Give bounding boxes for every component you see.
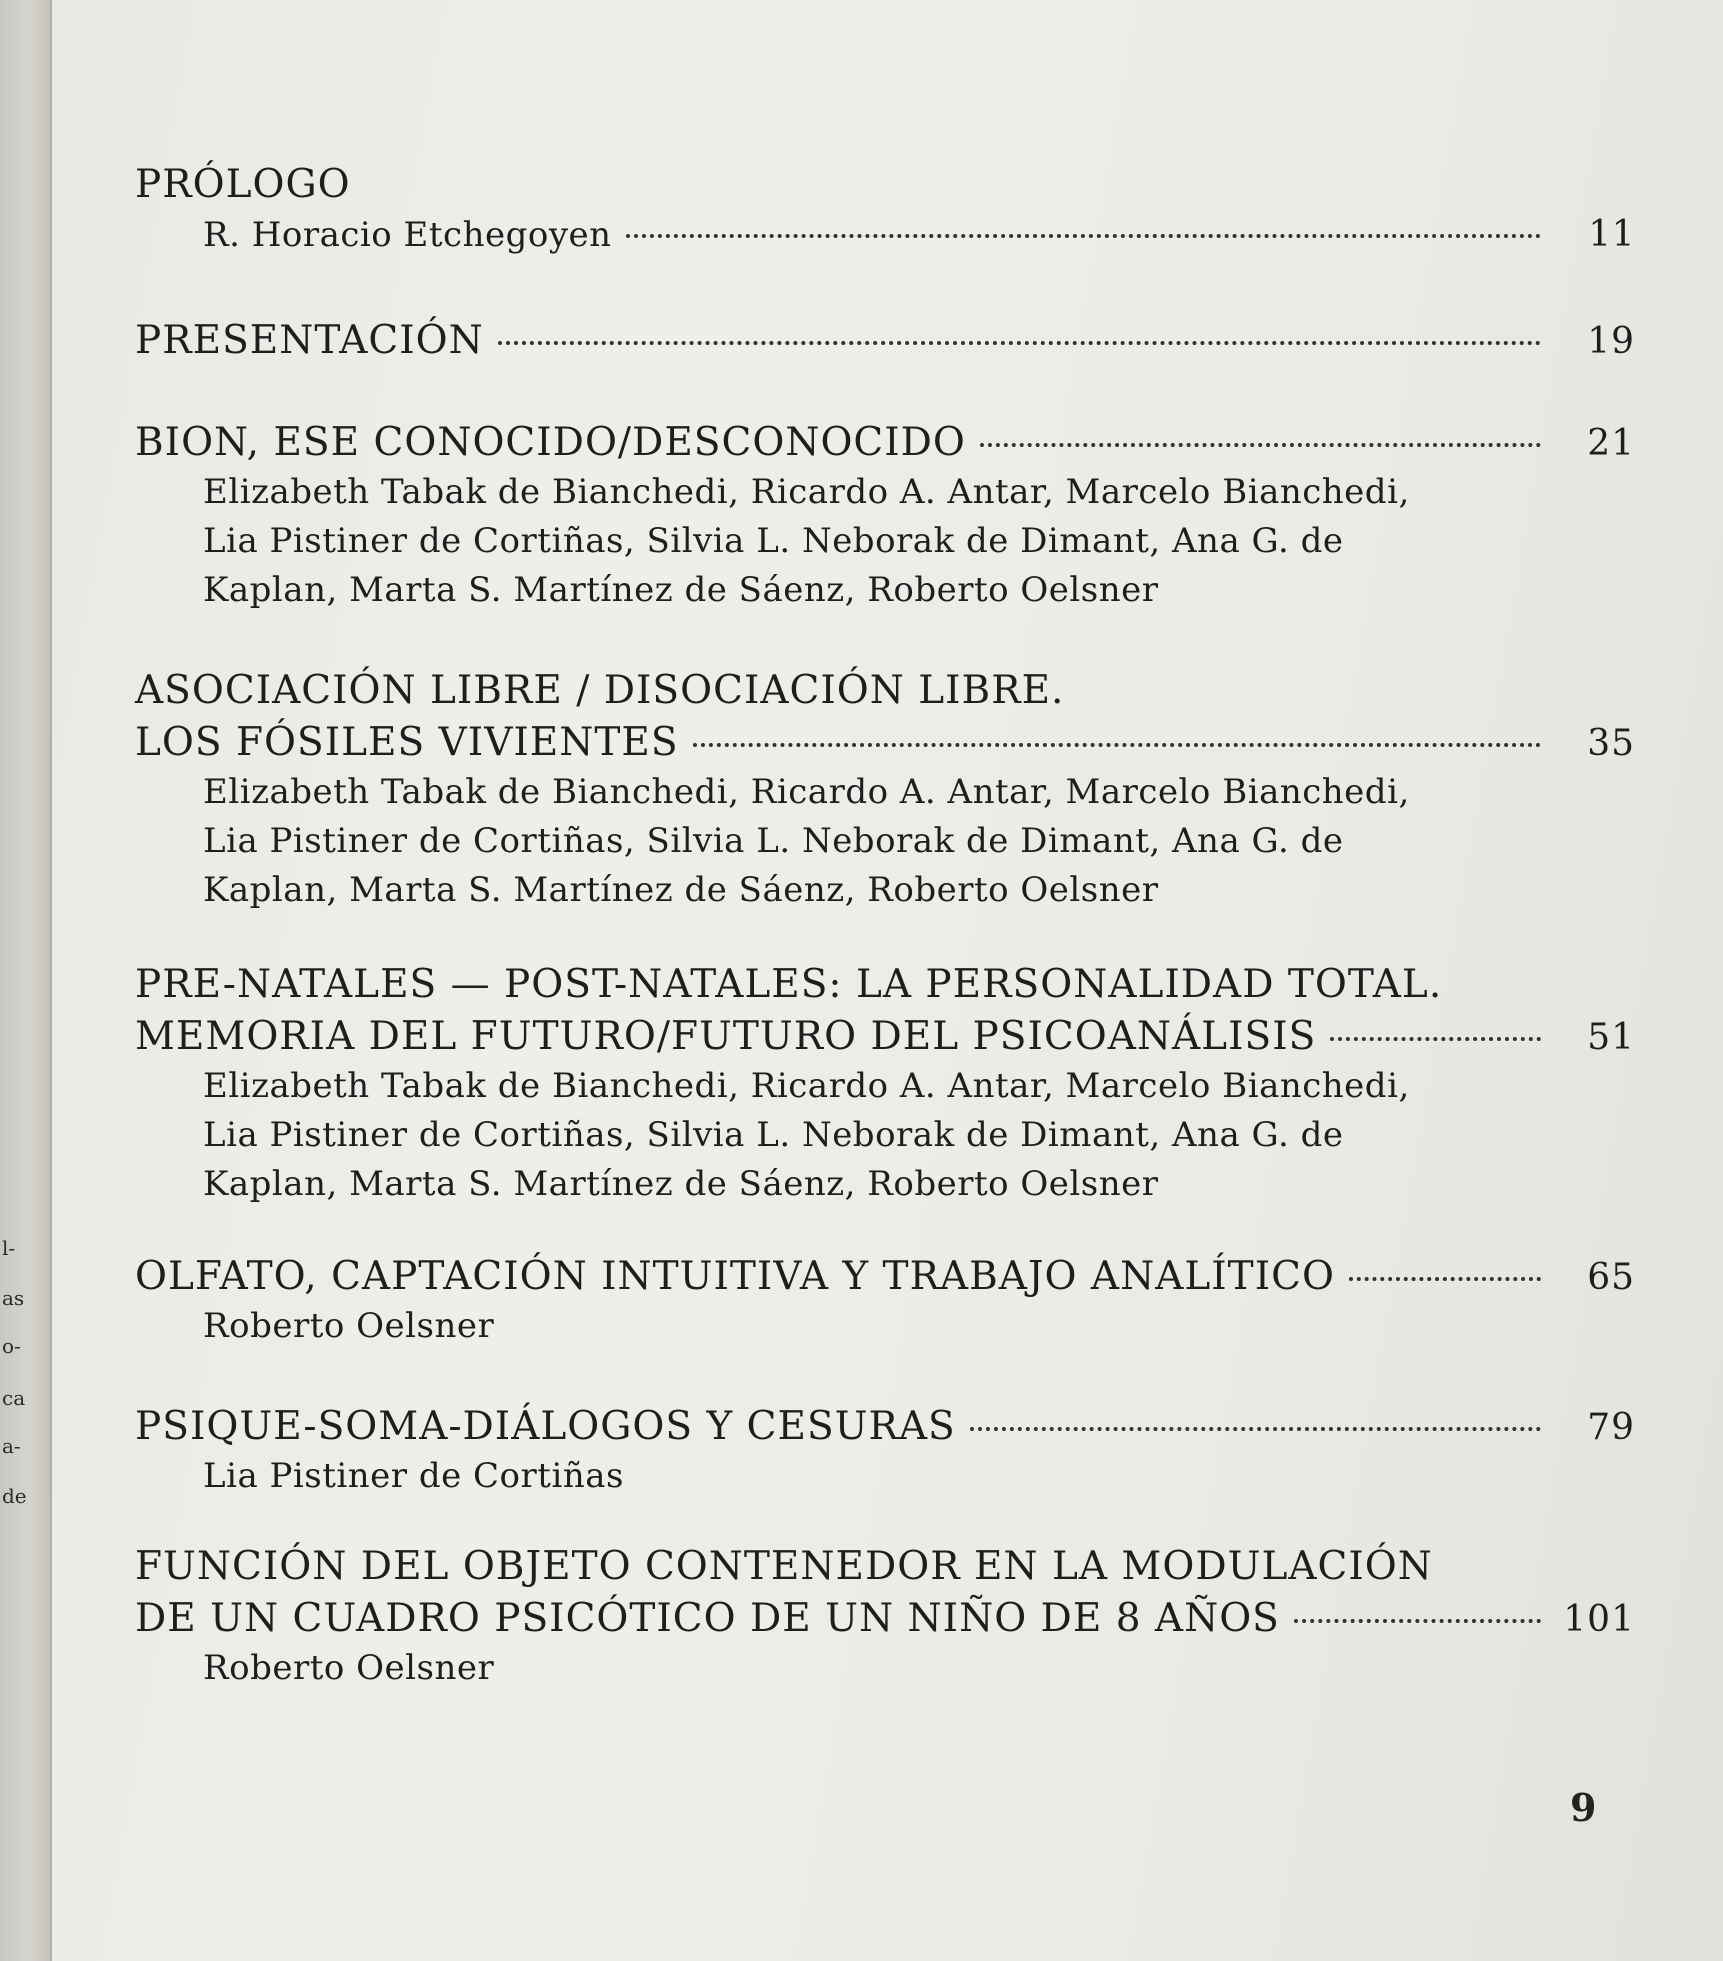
edge-text-fragment: ca bbox=[2, 1388, 26, 1408]
toc-entry-title: BION, ESE CONOCIDO/DESCONOCIDO bbox=[135, 420, 966, 465]
dot-leader bbox=[693, 743, 1541, 747]
toc-entry-title: PSIQUE-SOMA-DIÁLOGOS Y CESURAS bbox=[135, 1404, 956, 1449]
toc-entry-psique-soma bbox=[135, 1404, 1635, 1505]
toc-entry-prologo bbox=[135, 162, 1635, 274]
toc-entry-title: PRÓLOGO bbox=[135, 162, 351, 207]
toc-entry-title: MEMORIA DEL FUTURO/FUTURO DEL PSICOANÁLISIS bbox=[135, 1014, 1317, 1059]
edge-text-fragment: as bbox=[2, 1288, 25, 1308]
toc-entry-author: R. Horacio Etchegoyen bbox=[203, 215, 612, 255]
toc-entry-author: Lia Pistiner de Cortiñas, Silvia L. Neborak de Dimant, Ana G. de bbox=[203, 1115, 1344, 1155]
toc-page-number: 79 bbox=[1587, 1407, 1635, 1448]
dot-leader bbox=[498, 341, 1541, 345]
toc-entry-author: Elizabeth Tabak de Bianchedi, Ricardo A. Antar, Marcelo Bianchedi, bbox=[203, 472, 1410, 512]
dot-leader bbox=[970, 1427, 1541, 1431]
toc-entry-title: DE UN CUADRO PSICÓTICO DE UN NIÑO DE 8 AÑOS bbox=[135, 1596, 1280, 1641]
toc-entry-author: Lia Pistiner de Cortiñas, Silvia L. Neborak de Dimant, Ana G. de bbox=[203, 521, 1344, 561]
toc-entry-title: OLFATO, CAPTACIÓN INTUITIVA Y TRABAJO ANALÍTICO bbox=[135, 1254, 1335, 1299]
dot-leader bbox=[980, 443, 1541, 447]
toc-entry-title: FUNCIÓN DEL OBJETO CONTENEDOR EN LA MODULACIÓN bbox=[135, 1544, 1433, 1589]
toc-entry-author: Kaplan, Marta S. Martínez de Sáenz, Roberto Oelsner bbox=[203, 870, 1159, 910]
toc-page-number: 19 bbox=[1587, 321, 1635, 362]
toc-page-number: 65 bbox=[1587, 1257, 1635, 1298]
toc-entry-asociacion-libre bbox=[135, 668, 1635, 919]
toc-entry-presentacion bbox=[135, 318, 1635, 370]
dot-leader bbox=[626, 234, 1541, 238]
edge-text-fragment: a- bbox=[2, 1436, 21, 1456]
toc-entry-title: PRE-NATALES — POST-NATALES: LA PERSONALIDAD TOTAL. bbox=[135, 962, 1443, 1007]
dot-leader bbox=[1330, 1037, 1541, 1041]
toc-page-number: 51 bbox=[1587, 1017, 1635, 1058]
toc-entry-title: LOS FÓSILES VIVIENTES bbox=[135, 720, 679, 765]
toc-entry-olfato bbox=[135, 1254, 1635, 1355]
toc-entry-author: Lia Pistiner de Cortiñas, Silvia L. Neborak de Dimant, Ana G. de bbox=[203, 821, 1344, 861]
toc-entry-author: Elizabeth Tabak de Bianchedi, Ricardo A. Antar, Marcelo Bianchedi, bbox=[203, 772, 1410, 812]
toc-entry-author: Elizabeth Tabak de Bianchedi, Ricardo A. Antar, Marcelo Bianchedi, bbox=[203, 1066, 1410, 1106]
toc-entry-funcion-objeto bbox=[135, 1544, 1635, 1697]
toc-entry-author: Roberto Oelsner bbox=[203, 1306, 495, 1346]
toc-entry-author: Kaplan, Marta S. Martínez de Sáenz, Roberto Oelsner bbox=[203, 570, 1159, 610]
edge-text-fragment: o- bbox=[2, 1336, 21, 1356]
toc-entry-author: Kaplan, Marta S. Martínez de Sáenz, Roberto Oelsner bbox=[203, 1164, 1159, 1204]
table-of-contents bbox=[135, 0, 1635, 1961]
book-binding-edge bbox=[0, 0, 52, 1961]
toc-entry-title: PRESENTACIÓN bbox=[135, 318, 484, 363]
dot-leader bbox=[1349, 1277, 1541, 1281]
toc-page-number: 21 bbox=[1587, 423, 1635, 464]
toc-page-number: 11 bbox=[1588, 214, 1635, 255]
edge-text-fragment: l- bbox=[2, 1238, 16, 1258]
toc-entry-pre-natales bbox=[135, 962, 1635, 1213]
toc-entry-title: ASOCIACIÓN LIBRE / DISOCIACIÓN LIBRE. bbox=[135, 668, 1065, 713]
toc-entry-author: Roberto Oelsner bbox=[203, 1648, 495, 1688]
toc-entry-author: Lia Pistiner de Cortiñas bbox=[203, 1456, 624, 1496]
folio-page-number: 9 bbox=[1570, 1785, 1597, 1830]
edge-text-fragment: de bbox=[2, 1486, 27, 1506]
toc-page-number: 101 bbox=[1563, 1599, 1635, 1640]
toc-page-number: 35 bbox=[1587, 723, 1635, 764]
toc-entry-bion bbox=[135, 420, 1635, 619]
dot-leader bbox=[1294, 1619, 1541, 1623]
